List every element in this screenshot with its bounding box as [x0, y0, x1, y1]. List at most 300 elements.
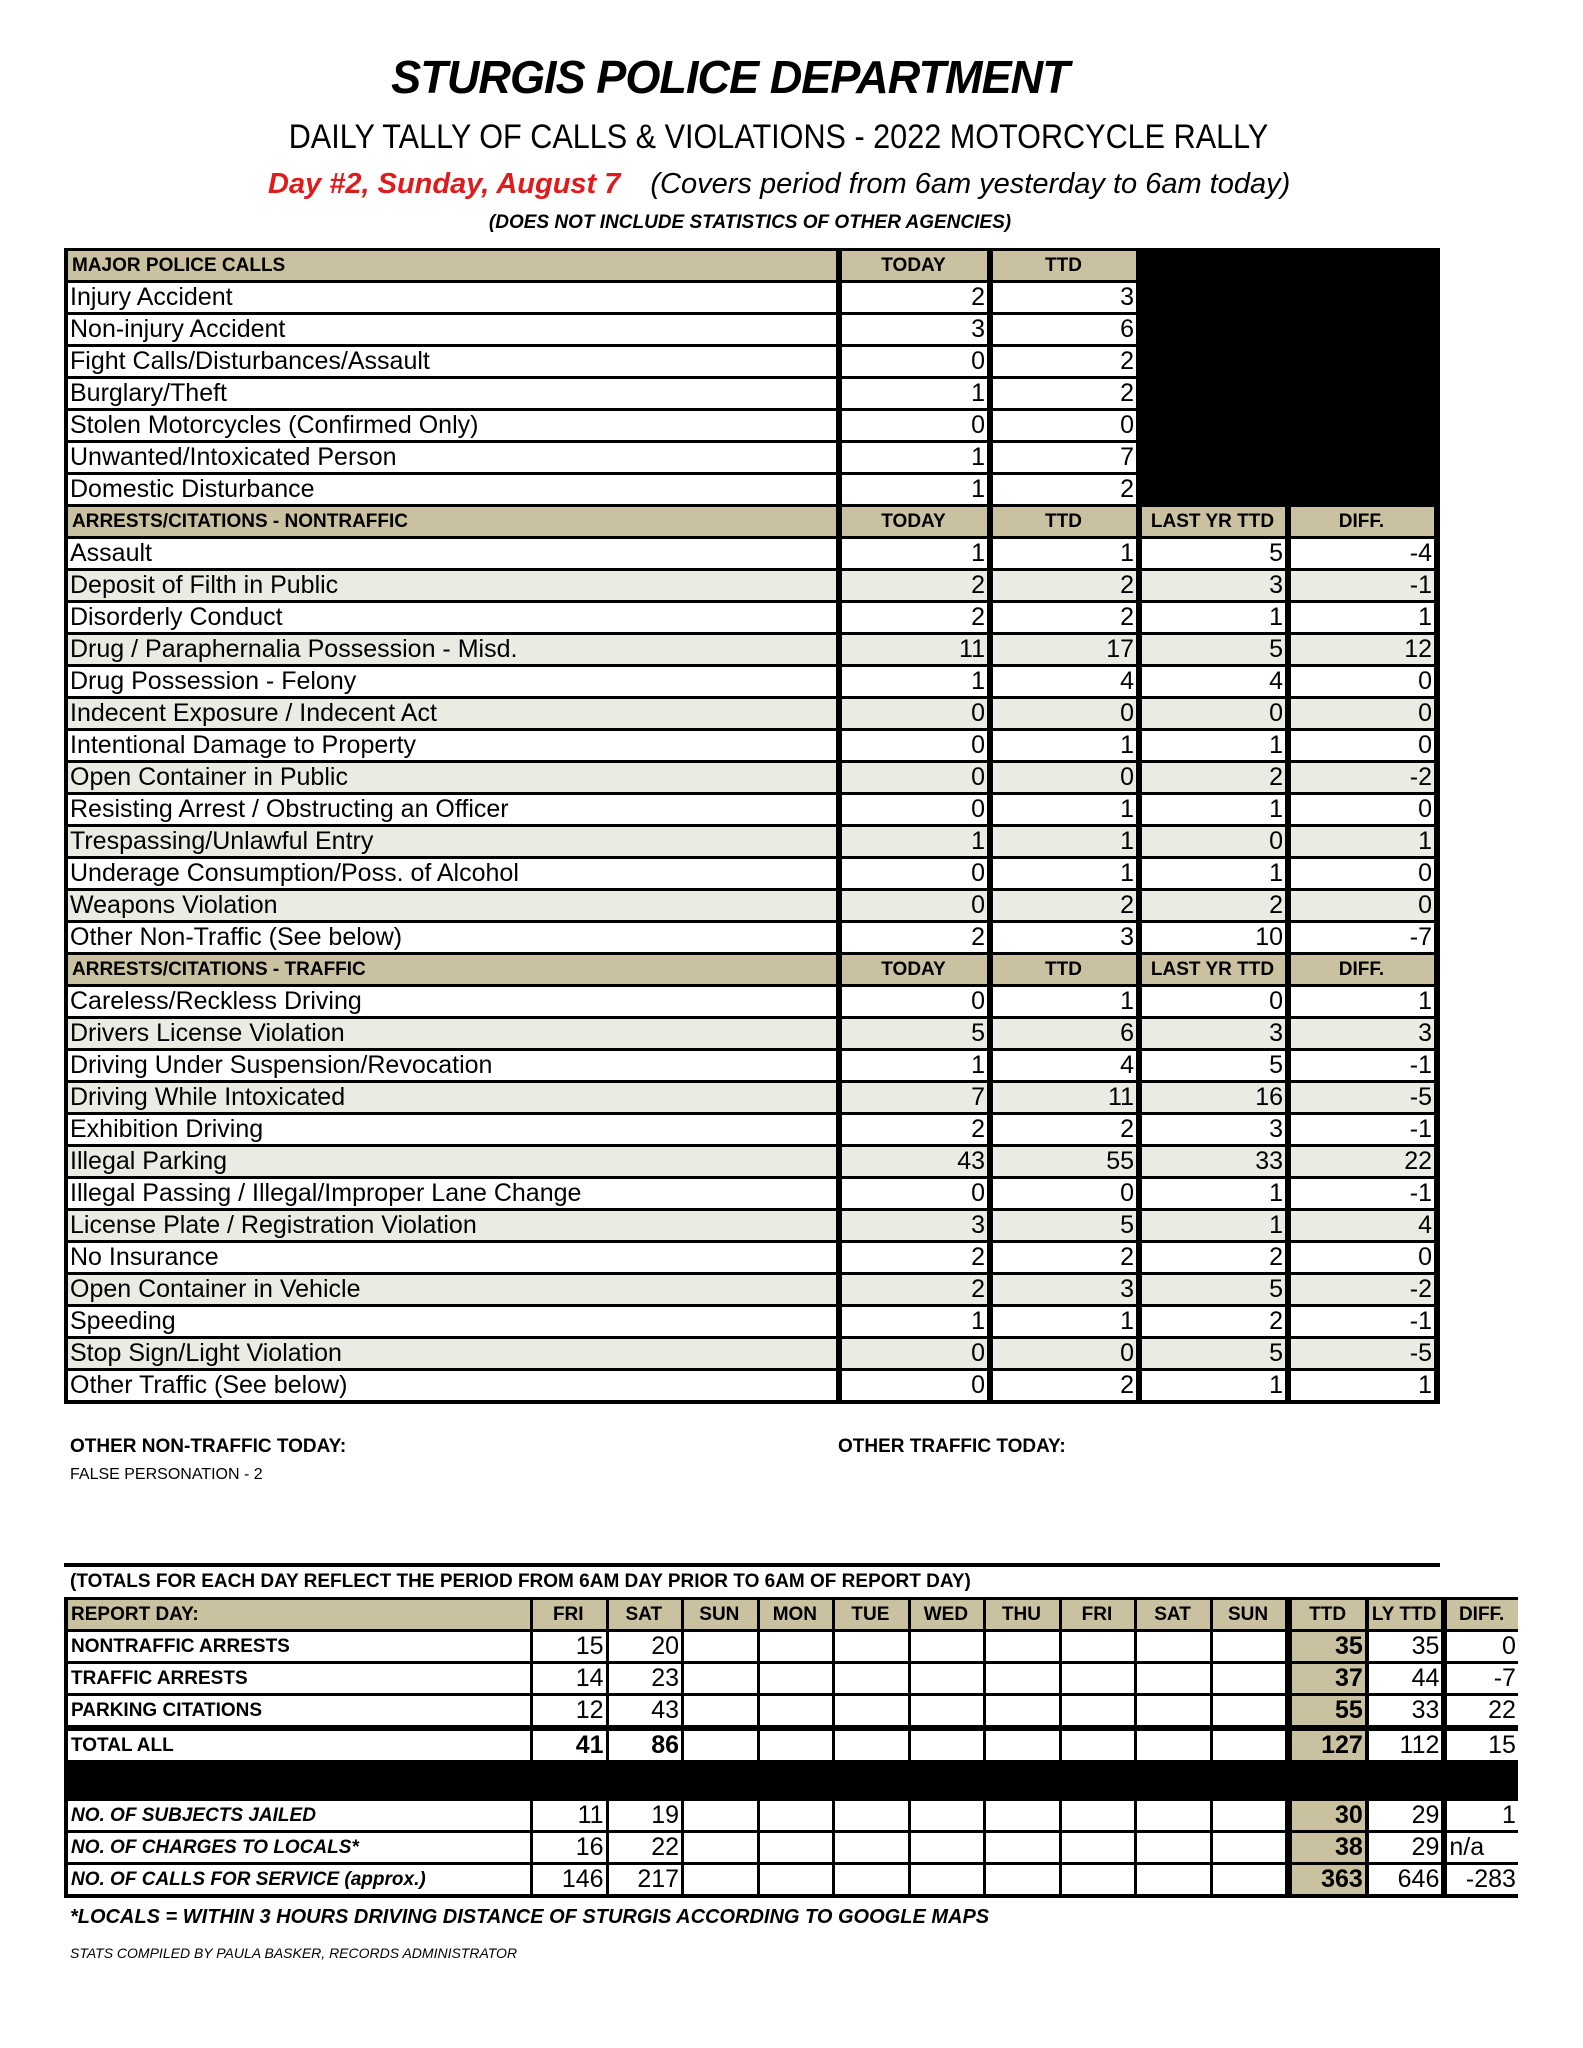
major-calls-header-row — [64, 248, 1440, 280]
ttd-value: 3 — [993, 923, 1136, 952]
row-label: Drivers License Violation — [68, 1019, 836, 1048]
table-row — [64, 1368, 1440, 1400]
today-value: 3 — [842, 315, 987, 344]
day-value — [835, 1696, 908, 1725]
diff-value: 1 — [1447, 1801, 1518, 1830]
diff-value: n/a — [1447, 1833, 1518, 1862]
today-value: 2 — [842, 283, 987, 312]
agencies-note: (DOES NOT INCLUDE STATISTICS OF OTHER AGENCIES) — [488, 212, 1012, 233]
today-value: 2 — [842, 571, 987, 600]
today-value: 1 — [842, 667, 987, 696]
divider — [64, 1563, 1440, 1567]
row-label: Unwanted/Intoxicated Person — [68, 443, 836, 472]
summary-row-label: TOTAL ALL — [68, 1731, 530, 1760]
report-day-label: Day #2, Sunday, August 7 — [268, 168, 621, 200]
last-yr-ttd-value: 1 — [1142, 1211, 1285, 1240]
last-yr-ttd-value: 3 — [1142, 1019, 1285, 1048]
last-yr-ttd-value: 5 — [1142, 539, 1285, 568]
ttd-value: 2 — [993, 571, 1136, 600]
day-value — [760, 1833, 833, 1862]
row-label: License Plate / Registration Violation — [68, 1211, 836, 1240]
report-day-line — [268, 168, 1290, 201]
day-value — [1062, 1731, 1135, 1760]
ttd-value: 2 — [993, 1243, 1136, 1272]
ttd-value: 0 — [993, 1339, 1136, 1368]
today-value: 1 — [842, 475, 987, 504]
diff-value: 0 — [1291, 859, 1434, 888]
section-title-traffic: ARRESTS/CITATIONS - TRAFFIC — [68, 955, 836, 984]
ttd-total-value: 37 — [1292, 1664, 1365, 1693]
table-row — [64, 1016, 1440, 1048]
day-value — [911, 1833, 984, 1862]
row-label: Assault — [68, 539, 836, 568]
ttd-value: 3 — [993, 283, 1136, 312]
table-row — [64, 920, 1440, 952]
today-value: 0 — [842, 987, 987, 1016]
today-value: 0 — [842, 891, 987, 920]
last-yr-ttd-value: 10 — [1142, 923, 1285, 952]
day-column-header: FRI — [1062, 1600, 1135, 1629]
ttd-total-value: 55 — [1292, 1696, 1365, 1725]
day-value — [760, 1865, 833, 1894]
totals-period-note: (TOTALS FOR EACH DAY REFLECT THE PERIOD FROM 6AM DAY PRIOR TO 6AM OF REPORT DAY) — [70, 1571, 971, 1592]
diff-value: -1 — [1291, 1179, 1434, 1208]
row-label: Underage Consumption/Poss. of Alcohol — [68, 859, 836, 888]
day-value — [1137, 1833, 1210, 1862]
day-value: 217 — [609, 1865, 682, 1894]
row-label: Intentional Damage to Property — [68, 731, 836, 760]
row-label: Injury Accident — [68, 283, 836, 312]
today-value: 1 — [842, 1051, 987, 1080]
row-label: Deposit of Filth in Public — [68, 571, 836, 600]
ttd-value: 1 — [993, 827, 1136, 856]
diff-value: -5 — [1291, 1083, 1434, 1112]
ttd-value: 11 — [993, 1083, 1136, 1112]
table-row — [64, 888, 1440, 920]
ly-ttd-value: 112 — [1369, 1731, 1442, 1760]
summary-row — [64, 1830, 1518, 1862]
summary-row — [64, 1725, 1518, 1760]
column-header-last-yr-ttd: LAST YR TTD — [1142, 955, 1285, 984]
table-row — [64, 600, 1440, 632]
last-yr-ttd-value: 1 — [1142, 1179, 1285, 1208]
day-value — [835, 1664, 908, 1693]
ttd-value: 1 — [993, 539, 1136, 568]
ttd-value: 3 — [993, 1275, 1136, 1304]
other-traffic-title: OTHER TRAFFIC TODAY: — [838, 1436, 1066, 1457]
ttd-value: 2 — [993, 475, 1136, 504]
last-yr-ttd-value: 1 — [1142, 1371, 1285, 1400]
diff-value: 0 — [1291, 699, 1434, 728]
summary-row — [64, 1661, 1518, 1693]
row-label: Disorderly Conduct — [68, 603, 836, 632]
day-value — [911, 1801, 984, 1830]
table-row — [64, 1336, 1440, 1368]
table-row — [64, 472, 1440, 504]
day-value — [1137, 1731, 1210, 1760]
table-row — [64, 1272, 1440, 1304]
today-value: 5 — [842, 1019, 987, 1048]
row-label: Illegal Parking — [68, 1147, 836, 1176]
diff-value: -1 — [1291, 1051, 1434, 1080]
summary-row — [64, 1798, 1518, 1830]
today-value: 2 — [842, 603, 987, 632]
section-title-major-calls: MAJOR POLICE CALLS — [68, 251, 836, 280]
table-row — [64, 1176, 1440, 1208]
day-value — [835, 1801, 908, 1830]
last-yr-ttd-value: 3 — [1142, 571, 1285, 600]
today-value: 0 — [842, 859, 987, 888]
today-value: 7 — [842, 1083, 987, 1112]
summary-row-label: NO. OF SUBJECTS JAILED — [68, 1801, 530, 1830]
day-value — [684, 1801, 757, 1830]
day-value — [911, 1865, 984, 1894]
row-label: Drug Possession - Felony — [68, 667, 836, 696]
ly-ttd-value: 29 — [1369, 1801, 1442, 1830]
table-row — [64, 408, 1440, 440]
last-yr-ttd-value: 0 — [1142, 699, 1285, 728]
last-yr-ttd-value: 5 — [1142, 635, 1285, 664]
day-value: 12 — [533, 1696, 606, 1725]
ttd-value: 2 — [993, 1115, 1136, 1144]
today-value: 2 — [842, 1115, 987, 1144]
today-value: 2 — [842, 1275, 987, 1304]
column-header-ttd: TTD — [993, 251, 1136, 280]
ttd-value: 0 — [993, 1179, 1136, 1208]
row-label: Drug / Paraphernalia Possession - Misd. — [68, 635, 836, 664]
row-label: Exhibition Driving — [68, 1115, 836, 1144]
day-value: 14 — [533, 1664, 606, 1693]
today-value: 2 — [842, 1243, 987, 1272]
day-value: 22 — [609, 1833, 682, 1862]
today-value: 1 — [842, 827, 987, 856]
ttd-value: 1 — [993, 987, 1136, 1016]
diff-value: -1 — [1291, 1307, 1434, 1336]
summary-header-row — [64, 1597, 1518, 1629]
summary-row — [64, 1693, 1518, 1725]
ttd-value: 4 — [993, 1051, 1136, 1080]
table-row — [64, 1208, 1440, 1240]
table-row — [64, 696, 1440, 728]
day-value: 16 — [533, 1833, 606, 1862]
diff-value: 1 — [1291, 1371, 1434, 1400]
last-yr-ttd-value: 16 — [1142, 1083, 1285, 1112]
day-column-header: FRI — [533, 1600, 606, 1629]
column-header-ttd: TTD — [993, 955, 1136, 984]
day-column-header: MON — [760, 1600, 833, 1629]
table-row — [64, 1144, 1440, 1176]
diff-value: 1 — [1291, 603, 1434, 632]
day-value — [1062, 1632, 1135, 1661]
day-value — [684, 1664, 757, 1693]
summary-row-label: NONTRAFFIC ARRESTS — [68, 1632, 530, 1661]
day-value — [1213, 1632, 1286, 1661]
row-label: Stolen Motorcycles (Confirmed Only) — [68, 411, 836, 440]
row-label: Burglary/Theft — [68, 379, 836, 408]
diff-value: -4 — [1291, 539, 1434, 568]
last-yr-ttd-value: 0 — [1142, 987, 1285, 1016]
ttd-value: 17 — [993, 635, 1136, 664]
last-yr-ttd-value: 2 — [1142, 763, 1285, 792]
traffic-header-row — [64, 952, 1440, 984]
day-column-header: SUN — [1213, 1600, 1286, 1629]
day-value — [1213, 1731, 1286, 1760]
row-label: Speeding — [68, 1307, 836, 1336]
today-value: 0 — [842, 795, 987, 824]
day-value — [835, 1865, 908, 1894]
day-value — [1213, 1696, 1286, 1725]
day-column-header: SAT — [609, 1600, 682, 1629]
table-row — [64, 824, 1440, 856]
row-label: Indecent Exposure / Indecent Act — [68, 699, 836, 728]
table-row — [64, 632, 1440, 664]
ttd-value: 1 — [993, 1307, 1136, 1336]
diff-value: 0 — [1291, 891, 1434, 920]
row-label: Domestic Disturbance — [68, 475, 836, 504]
diff-value: -283 — [1447, 1865, 1518, 1894]
day-value — [684, 1731, 757, 1760]
diff-value: -7 — [1447, 1664, 1518, 1693]
row-label: Resisting Arrest / Obstructing an Officer — [68, 795, 836, 824]
ly-ttd-value: 29 — [1369, 1833, 1442, 1862]
day-value — [1213, 1664, 1286, 1693]
row-label: Driving Under Suspension/Revocation — [68, 1051, 836, 1080]
diff-column-header: DIFF. — [1447, 1600, 1518, 1629]
today-value: 3 — [842, 1211, 987, 1240]
diff-value: -1 — [1291, 571, 1434, 600]
column-header-today: TODAY — [842, 251, 987, 280]
day-value: 15 — [533, 1632, 606, 1661]
row-label: Weapons Violation — [68, 891, 836, 920]
today-value: 0 — [842, 1371, 987, 1400]
day-value — [760, 1664, 833, 1693]
day-value: 41 — [533, 1731, 606, 1760]
today-value: 2 — [842, 923, 987, 952]
day-value — [1062, 1801, 1135, 1830]
summary-row-label: PARKING CITATIONS — [68, 1696, 530, 1725]
diff-value: -1 — [1291, 1115, 1434, 1144]
day-value — [684, 1865, 757, 1894]
ly-ttd-value: 646 — [1369, 1865, 1442, 1894]
ttd-value: 4 — [993, 667, 1136, 696]
diff-value: 3 — [1291, 1019, 1434, 1048]
table-row — [64, 344, 1440, 376]
last-yr-ttd-value: 5 — [1142, 1275, 1285, 1304]
summary-row-label: NO. OF CHARGES TO LOCALS* — [68, 1833, 530, 1862]
ttd-value: 0 — [993, 411, 1136, 440]
last-yr-ttd-value: 0 — [1142, 827, 1285, 856]
table-row — [64, 312, 1440, 344]
ttd-value: 1 — [993, 859, 1136, 888]
row-label: Other Non-Traffic (See below) — [68, 923, 836, 952]
today-value: 1 — [842, 443, 987, 472]
ttd-value: 2 — [993, 891, 1136, 920]
ttd-total-value: 127 — [1292, 1731, 1365, 1760]
table-row — [64, 280, 1440, 312]
table-row — [64, 1048, 1440, 1080]
ttd-value: 1 — [993, 795, 1136, 824]
ttd-total-value: 38 — [1292, 1833, 1365, 1862]
diff-value: 4 — [1291, 1211, 1434, 1240]
day-value — [1137, 1801, 1210, 1830]
row-label: Driving While Intoxicated — [68, 1083, 836, 1112]
row-label: Illegal Passing / Illegal/Improper Lane Change — [68, 1179, 836, 1208]
today-value: 0 — [842, 1179, 987, 1208]
day-value: 19 — [609, 1801, 682, 1830]
table-row — [64, 376, 1440, 408]
row-label: Careless/Reckless Driving — [68, 987, 836, 1016]
column-header-today: TODAY — [842, 507, 987, 536]
day-value — [684, 1696, 757, 1725]
ttd-total-value: 363 — [1292, 1865, 1365, 1894]
row-label: Non-injury Accident — [68, 315, 836, 344]
row-label: Open Container in Vehicle — [68, 1275, 836, 1304]
day-value — [911, 1632, 984, 1661]
today-value: 0 — [842, 763, 987, 792]
day-column-header: THU — [986, 1600, 1059, 1629]
row-label: Stop Sign/Light Violation — [68, 1339, 836, 1368]
last-yr-ttd-value: 4 — [1142, 667, 1285, 696]
ly-ttd-column-header: LY TTD — [1369, 1600, 1442, 1629]
diff-value: 1 — [1291, 827, 1434, 856]
day-column-header: SAT — [1137, 1600, 1210, 1629]
ttd-value: 55 — [993, 1147, 1136, 1176]
day-value — [760, 1632, 833, 1661]
diff-value: -2 — [1291, 1275, 1434, 1304]
ttd-value: 2 — [993, 347, 1136, 376]
diff-value: 12 — [1291, 635, 1434, 664]
last-yr-ttd-value: 2 — [1142, 1243, 1285, 1272]
ttd-value: 7 — [993, 443, 1136, 472]
last-yr-ttd-value: 1 — [1142, 603, 1285, 632]
table-row — [64, 984, 1440, 1016]
today-value: 0 — [842, 731, 987, 760]
diff-value: 0 — [1291, 795, 1434, 824]
day-value — [835, 1632, 908, 1661]
day-value — [1137, 1664, 1210, 1693]
last-yr-ttd-value: 2 — [1142, 1307, 1285, 1336]
table-row — [64, 1112, 1440, 1144]
day-value — [911, 1664, 984, 1693]
locals-footnote: *LOCALS = WITHIN 3 HOURS DRIVING DISTANCE OF STURGIS ACCORDING TO GOOGLE MAPS — [70, 1906, 990, 1928]
day-value — [760, 1801, 833, 1830]
diff-value: 0 — [1291, 731, 1434, 760]
diff-value: 0 — [1447, 1632, 1518, 1661]
day-value — [986, 1865, 1059, 1894]
day-value — [760, 1731, 833, 1760]
column-header-today: TODAY — [842, 955, 987, 984]
last-yr-ttd-value: 1 — [1142, 731, 1285, 760]
day-value: 11 — [533, 1801, 606, 1830]
day-value — [1213, 1865, 1286, 1894]
row-label: Fight Calls/Disturbances/Assault — [68, 347, 836, 376]
diff-value: -5 — [1291, 1339, 1434, 1368]
summary-separator-bar — [64, 1760, 1518, 1798]
column-header-ttd: TTD — [993, 507, 1136, 536]
day-value: 20 — [609, 1632, 682, 1661]
ttd-total-value: 35 — [1292, 1632, 1365, 1661]
row-label: Open Container in Public — [68, 763, 836, 792]
ttd-value: 0 — [993, 763, 1136, 792]
diff-value: -2 — [1291, 763, 1434, 792]
diff-value: 0 — [1291, 1243, 1434, 1272]
diff-value: 0 — [1291, 667, 1434, 696]
day-value — [1137, 1865, 1210, 1894]
row-label: No Insurance — [68, 1243, 836, 1272]
today-value: 0 — [842, 411, 987, 440]
ttd-value: 6 — [993, 1019, 1136, 1048]
diff-value: 22 — [1447, 1696, 1518, 1725]
ttd-value: 2 — [993, 1371, 1136, 1400]
day-value — [1062, 1833, 1135, 1862]
day-value — [1137, 1696, 1210, 1725]
day-value — [1062, 1865, 1135, 1894]
today-value: 11 — [842, 635, 987, 664]
day-value — [986, 1632, 1059, 1661]
ttd-total-value: 30 — [1292, 1801, 1365, 1830]
last-yr-ttd-value: 5 — [1142, 1339, 1285, 1368]
diff-value: -7 — [1291, 923, 1434, 952]
other-nontraffic-item: FALSE PERSONATION - 2 — [70, 1466, 263, 1483]
ttd-value: 6 — [993, 315, 1136, 344]
compiled-by-credit: STATS COMPILED BY PAULA BASKER, RECORDS ADMINISTRATOR — [70, 1945, 518, 1961]
column-header-diff: DIFF. — [1291, 955, 1434, 984]
day-value — [1062, 1664, 1135, 1693]
summary-row-label: TRAFFIC ARRESTS — [68, 1664, 530, 1693]
day-value — [986, 1664, 1059, 1693]
column-header-last-yr-ttd: LAST YR TTD — [1142, 507, 1285, 536]
daily-summary-table — [64, 1597, 1518, 1898]
day-value — [835, 1731, 908, 1760]
ly-ttd-value: 35 — [1369, 1632, 1442, 1661]
row-label: Other Traffic (See below) — [68, 1371, 836, 1400]
table-row — [64, 1080, 1440, 1112]
table-row — [64, 536, 1440, 568]
day-value: 146 — [533, 1865, 606, 1894]
table-row — [64, 1304, 1440, 1336]
page-title: STURGIS POLICE DEPARTMENT — [391, 51, 1069, 103]
ttd-column-header: TTD — [1292, 1600, 1365, 1629]
today-value: 0 — [842, 699, 987, 728]
report-subtitle: DAILY TALLY OF CALLS & VIOLATIONS - 2022 MOTORCYCLE RALLY — [288, 118, 1269, 156]
table-row — [64, 792, 1440, 824]
day-value — [986, 1833, 1059, 1862]
today-value: 43 — [842, 1147, 987, 1176]
last-yr-ttd-value: 3 — [1142, 1115, 1285, 1144]
day-column-header: SUN — [684, 1600, 757, 1629]
table-row — [64, 728, 1440, 760]
column-header-diff: DIFF. — [1291, 507, 1434, 536]
table-row — [64, 440, 1440, 472]
section-title-nontraffic: ARRESTS/CITATIONS - NONTRAFFIC — [68, 507, 836, 536]
other-nontraffic-title: OTHER NON-TRAFFIC TODAY: — [70, 1436, 347, 1457]
day-value — [684, 1632, 757, 1661]
ttd-value: 5 — [993, 1211, 1136, 1240]
table-row — [64, 568, 1440, 600]
today-value: 0 — [842, 1339, 987, 1368]
ly-ttd-value: 44 — [1369, 1664, 1442, 1693]
row-label: Trespassing/Unlawful Entry — [68, 827, 836, 856]
table-row — [64, 760, 1440, 792]
last-yr-ttd-value: 33 — [1142, 1147, 1285, 1176]
diff-value: 15 — [1447, 1731, 1518, 1760]
day-column-header: TUE — [835, 1600, 908, 1629]
ttd-value: 1 — [993, 731, 1136, 760]
table-row — [64, 1240, 1440, 1272]
day-value — [1213, 1833, 1286, 1862]
last-yr-ttd-value: 2 — [1142, 891, 1285, 920]
nontraffic-header-row — [64, 504, 1440, 536]
